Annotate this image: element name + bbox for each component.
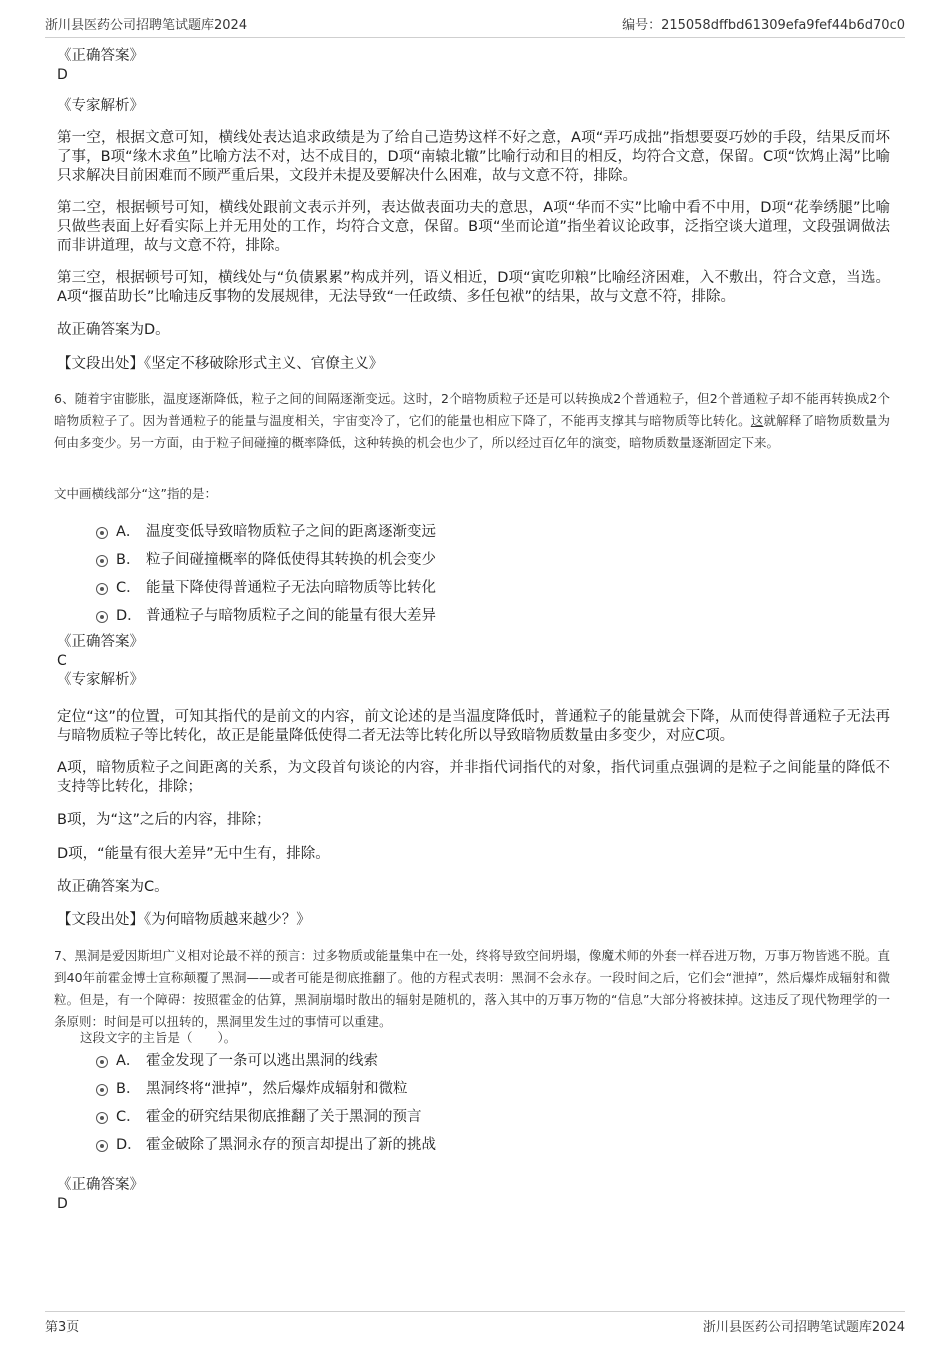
prev-conclusion xyxy=(57,321,890,340)
q7-answer-block xyxy=(57,1176,890,1214)
prev-analysis-p2 xyxy=(57,199,890,256)
q6-analysis-p4 xyxy=(57,845,890,864)
option-b[interactable]: B． 粒子间碰撞概率的降低使得其转换的机会变少 xyxy=(96,544,890,572)
question-text: 6、随着宇宙膨胀，温度逐渐降低，粒子之间的间隔逐渐变远。这时，2个暗物质粒子还是可以转换成2个普通粒子，但2个普通粒子却不能再转换成2个暗物质粒子了。因为普通粒子的能量与温度相关，宇宙变冷了，它们的能量也相应下降了，不能再支撑其与暗物质等比转化。这就解释了暗物质数量为何由多变少。另一方面，由于粒子间碰撞的概率降低，这种转换的机会也少了，所以经过百亿年的演变，暗物质数量逐渐固定下来。 xyxy=(54,391,890,450)
prev-analysis-p1 xyxy=(57,129,890,186)
page-footer xyxy=(45,1311,905,1335)
radio-icon[interactable] xyxy=(96,1140,108,1152)
conclusion: 故正确答案为C。 xyxy=(57,879,169,895)
question-7-stem xyxy=(54,945,890,1033)
analysis-paragraph: 第二空，根据顿号可知，横线处跟前文表示并列，表达做表面功夫的意思，A项“华而不实”比喻中看不中用，D项“花拳绣腿”比喻只做些表面上好看实际上并无用处的工作，均符合文意，保留。B项“坐而论道”指坐着议论政事，泛指空谈大道理，文段强调做法而非讲道理，故与文意不符，排除。 xyxy=(57,200,890,254)
option-c[interactable]: C． 霍金的研究结果彻底推翻了关于黑洞的预言 xyxy=(96,1101,890,1129)
option-a[interactable]: A． 温度变低导致暗物质粒子之间的距离逐渐变远 xyxy=(96,516,890,544)
page-number: 第3页 xyxy=(45,1320,80,1335)
question-7-options xyxy=(96,1045,890,1157)
radio-icon[interactable] xyxy=(96,527,108,539)
option-d[interactable]: D． 普通粒子与暗物质粒子之间的能量有很大差异 xyxy=(96,600,890,628)
question-6-prompt xyxy=(54,484,890,502)
radio-icon[interactable] xyxy=(96,1084,108,1096)
prev-analysis-p3 xyxy=(57,269,890,307)
analysis-paragraph: 第三空，根据顿号可知，横线处与“负债累累”构成并列，语义相近，D项“寅吃卯粮”比喻经济困难，入不敷出，符合文意，当选。A项“揠苗助长”比喻违反事物的发展规律，无法导致“一任政绩、多任包袱”的结果，故与文意不符，排除。 xyxy=(57,270,890,305)
analysis-label: 《专家解析》 xyxy=(57,98,144,114)
option-b[interactable]: B． 黑洞终将“泄掉”，然后爆炸成辐射和微粒 xyxy=(96,1073,890,1101)
prev-analysis-label xyxy=(57,97,890,116)
radio-icon[interactable] xyxy=(96,1056,108,1068)
header-title: 浙川县医药公司招聘笔试题库2024 xyxy=(45,18,248,33)
radio-icon[interactable] xyxy=(96,555,108,567)
header-code: 编号：215058dffbd61309efa9fef44b6d70c0 xyxy=(622,18,905,33)
option-a[interactable]: A． 霍金发现了一条可以逃出黑洞的线索 xyxy=(96,1045,890,1073)
question-prompt: 文中画横线部分“这”指的是： xyxy=(54,486,217,501)
q6-source xyxy=(57,911,890,930)
question-text: 7、黑洞是爱因斯坦广义相对论最不祥的预言：过多物质或能量集中在一处，终将导致空间坍塌，像魔术师的外套一样吞进万物，万事万物皆逃不脱。直到40年前霍金博士宣称颠覆了黑洞——或者可能是彻底推翻了。他的方程式表明：黑洞不会永存。一段时间之后，它们会“泄掉”，然后爆炸成辐射和微粒。但是，有一个障碍：按照霍金的估算，黑洞崩塌时散出的辐射是随机的，落入其中的万事万物的“信息”大部分将被抹掉。这违反了现代物理学的一条原则：时间是可以扭转的，黑洞里发生过的事情可以重建。 xyxy=(54,948,890,1029)
question-7-prompt xyxy=(80,1028,890,1046)
question-prompt: 这段文字的主旨是（ ）。 xyxy=(80,1030,237,1045)
q6-analysis-p3 xyxy=(57,811,890,830)
q6-analysis-p2 xyxy=(57,759,890,797)
analysis-paragraph: 第一空，根据文意可知，横线处表达追求政绩是为了给自己造势这样不好之意，A项“弄巧成拙”指想要耍巧妙的手段，结果反而坏了事，B项“缘木求鱼”比喻方法不对，达不成目的，D项“南辕北辙”比喻行动和目的相反，均符合文意，保留。C项“饮鸩止渴”比喻只求解决目前困难而不顾严重后果，文段并未提及要解决什么困难，故与文意不符，排除。 xyxy=(57,130,890,184)
analysis-label: 《专家解析》 xyxy=(57,672,144,688)
radio-icon[interactable] xyxy=(96,611,108,623)
prev-source xyxy=(57,355,890,374)
page-header xyxy=(45,14,905,38)
answer-value: C xyxy=(57,653,67,669)
answer-value: D xyxy=(57,67,68,83)
answer-value: D xyxy=(57,1196,68,1212)
option-d[interactable]: D． 霍金破除了黑洞永存的预言却提出了新的挑战 xyxy=(96,1129,890,1157)
q6-analysis-p1 xyxy=(57,708,890,746)
answer-label: 《正确答案》 xyxy=(57,48,144,64)
question-6-stem xyxy=(54,388,890,454)
analysis-paragraph: B项，为“这”之后的内容，排除； xyxy=(57,812,271,828)
underlined-word: 这 xyxy=(750,413,764,428)
answer-label: 《正确答案》 xyxy=(57,634,144,650)
q6-answer-block xyxy=(57,633,890,690)
analysis-paragraph: D项，“能量有很大差异”无中生有，排除。 xyxy=(57,846,330,862)
option-c[interactable]: C． 能量下降使得普通粒子无法向暗物质等比转化 xyxy=(96,572,890,600)
conclusion: 故正确答案为D。 xyxy=(57,322,170,338)
radio-icon[interactable] xyxy=(96,583,108,595)
q6-conclusion xyxy=(57,878,890,897)
answer-label: 《正确答案》 xyxy=(57,1177,144,1193)
prev-answer-block xyxy=(57,47,890,85)
question-6-options xyxy=(96,516,890,628)
source: 【文段出处】《坚定不移破除形式主义、官僚主义》 xyxy=(57,356,384,372)
analysis-paragraph: 定位“这”的位置，可知其指代的是前文的内容，前文论述的是当温度降低时，普通粒子的能量就会下降，从而使得普通粒子无法再与暗物质粒子等比转化，故正是能量降低使得二者无法等比转化所以导致暗物质数量由多变少，对应C项。 xyxy=(57,709,890,744)
analysis-paragraph: A项，暗物质粒子之间距离的关系，为文段首句谈论的内容，并非指代词指代的对象，指代词重点强调的是粒子之间能量的降低不支持等比转化，排除； xyxy=(57,760,890,795)
radio-icon[interactable] xyxy=(96,1112,108,1124)
footer-title: 浙川县医药公司招聘笔试题库2024 xyxy=(702,1320,905,1335)
source: 【文段出处】《为何暗物质越来越少？》 xyxy=(57,912,311,928)
